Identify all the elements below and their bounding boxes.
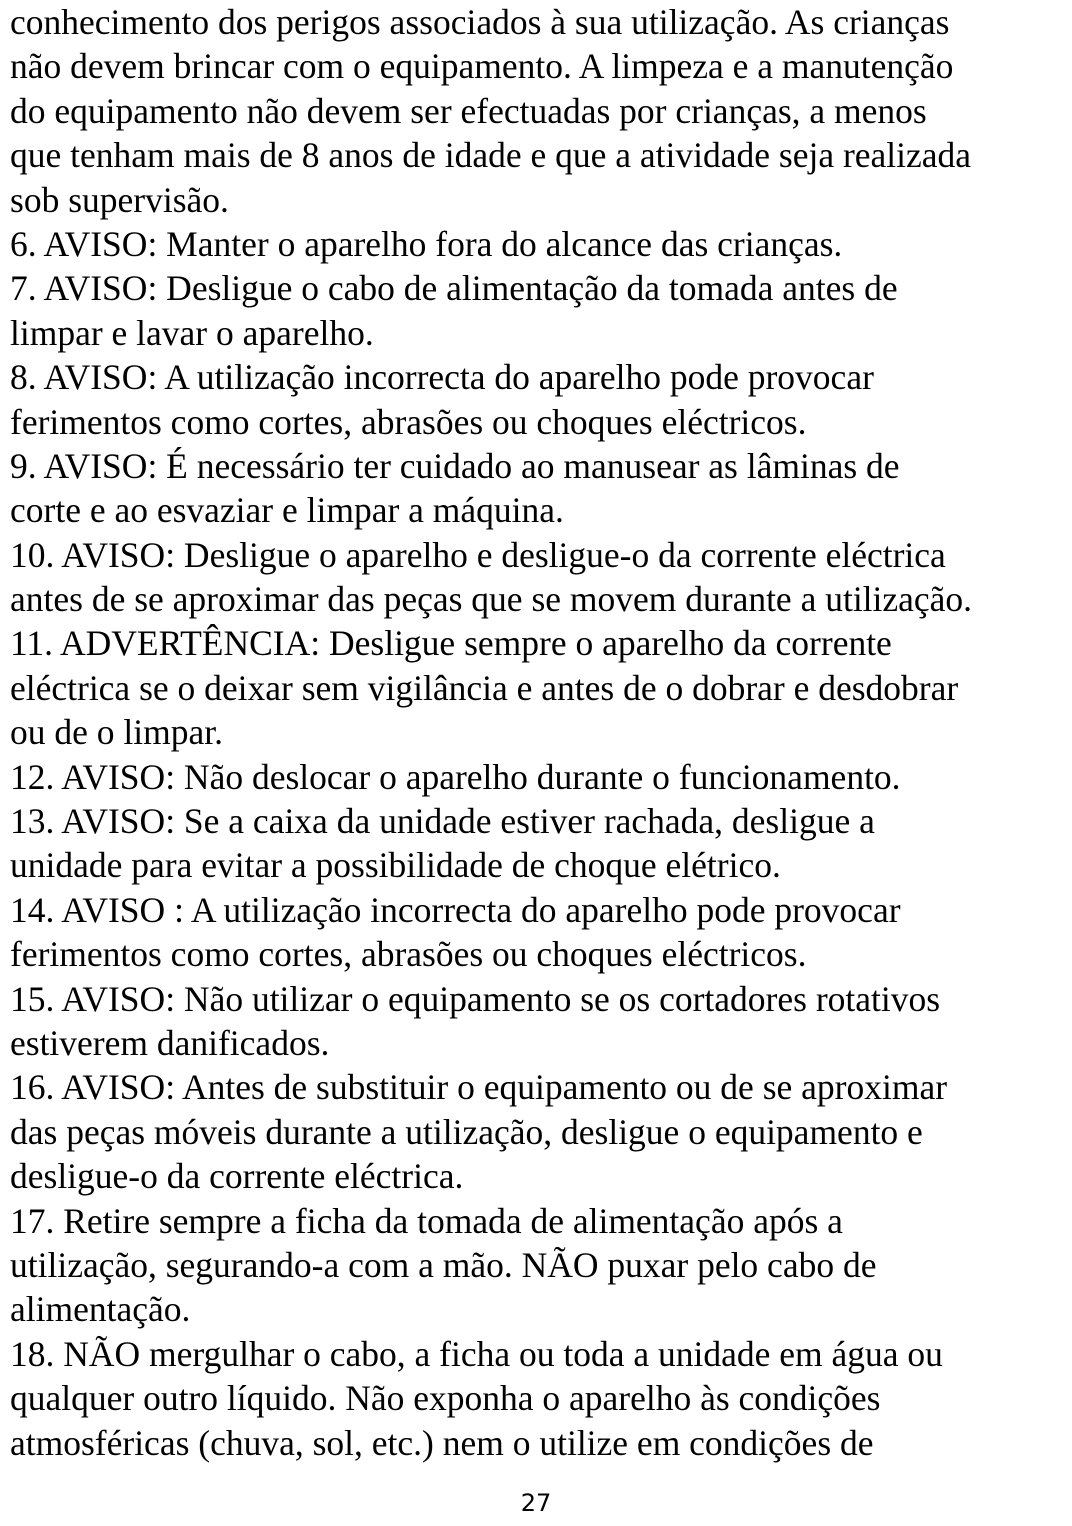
text-line: utilização, segurando-a com a mão. NÃO puxar pelo cabo de	[10, 1244, 877, 1285]
text-line: ferimentos como cortes, abrasões ou choques eléctricos.	[10, 934, 807, 975]
text-line: ou de o limpar.	[10, 712, 223, 753]
instruction-item-18: 18. NÃO mergulhar o cabo, a ficha ou toda a unidade em água ou	[10, 1333, 943, 1374]
safety-instructions-text	[10, 0, 1068, 1465]
text-line: corte e ao esvaziar e limpar a máquina.	[10, 490, 564, 531]
warning-item-14: 14. AVISO : A utilização incorrecta do aparelho pode provocar	[10, 889, 901, 930]
instruction-item-17: 17. Retire sempre a ficha da tomada de alimentação após a	[10, 1200, 843, 1241]
warning-item-9: 9. AVISO: É necessário ter cuidado ao manusear as lâminas de	[10, 445, 900, 486]
text-line: não devem brincar com o equipamento. A limpeza e a manutenção	[10, 46, 954, 87]
text-line: limpar e lavar o aparelho.	[10, 312, 374, 353]
text-line: estiverem danificados.	[10, 1022, 330, 1063]
text-line: do equipamento não devem ser efectuadas por crianças, a menos	[10, 90, 927, 131]
text-line: eléctrica se o deixar sem vigilância e antes de o dobrar e desdobrar	[10, 667, 959, 708]
text-line: alimentação.	[10, 1289, 191, 1330]
text-line: atmosféricas (chuva, sol, etc.) nem o utilize em condições de	[10, 1422, 874, 1463]
text-line: antes de se aproximar das peças que se movem durante a utilização.	[10, 579, 973, 620]
text-line: ferimentos como cortes, abrasões ou choques eléctricos.	[10, 401, 807, 442]
text-line: conhecimento dos perigos associados à sua utilização. As crianças	[10, 2, 950, 42]
text-line: das peças móveis durante a utilização, desligue o equipamento e	[10, 1111, 923, 1152]
text-line: unidade para evitar a possibilidade de choque elétrico.	[10, 845, 781, 886]
warning-item-13: 13. AVISO: Se a caixa da unidade estiver rachada, desligue a	[10, 801, 875, 842]
text-line: qualquer outro líquido. Não exponha o aparelho às condições	[10, 1378, 881, 1419]
warning-item-7: 7. AVISO: Desligue o cabo de alimentação da tomada antes de	[10, 268, 898, 309]
warning-item-8: 8. AVISO: A utilização incorrecta do aparelho pode provocar	[10, 357, 874, 398]
warning-item-16: 16. AVISO: Antes de substituir o equipamento ou de se aproximar	[10, 1067, 948, 1108]
text-line: sob supervisão.	[10, 179, 229, 220]
page-number: 27	[520, 1489, 552, 1517]
text-line: desligue-o da corrente eléctrica.	[10, 1156, 464, 1197]
text-line: que tenham mais de 8 anos de idade e que a atividade seja realizada	[10, 135, 972, 176]
warning-item-11: 11. ADVERTÊNCIA: Desligue sempre o aparelho da corrente	[10, 623, 892, 664]
warning-item-12: 12. AVISO: Não deslocar o aparelho durante o funcionamento.	[10, 756, 901, 797]
warning-item-10: 10. AVISO: Desligue o aparelho e desligue-o da corrente eléctrica	[10, 534, 946, 575]
warning-item-6: 6. AVISO: Manter o aparelho fora do alcance das crianças.	[10, 223, 843, 264]
warning-item-15: 15. AVISO: Não utilizar o equipamento se os cortadores rotativos	[10, 978, 941, 1019]
